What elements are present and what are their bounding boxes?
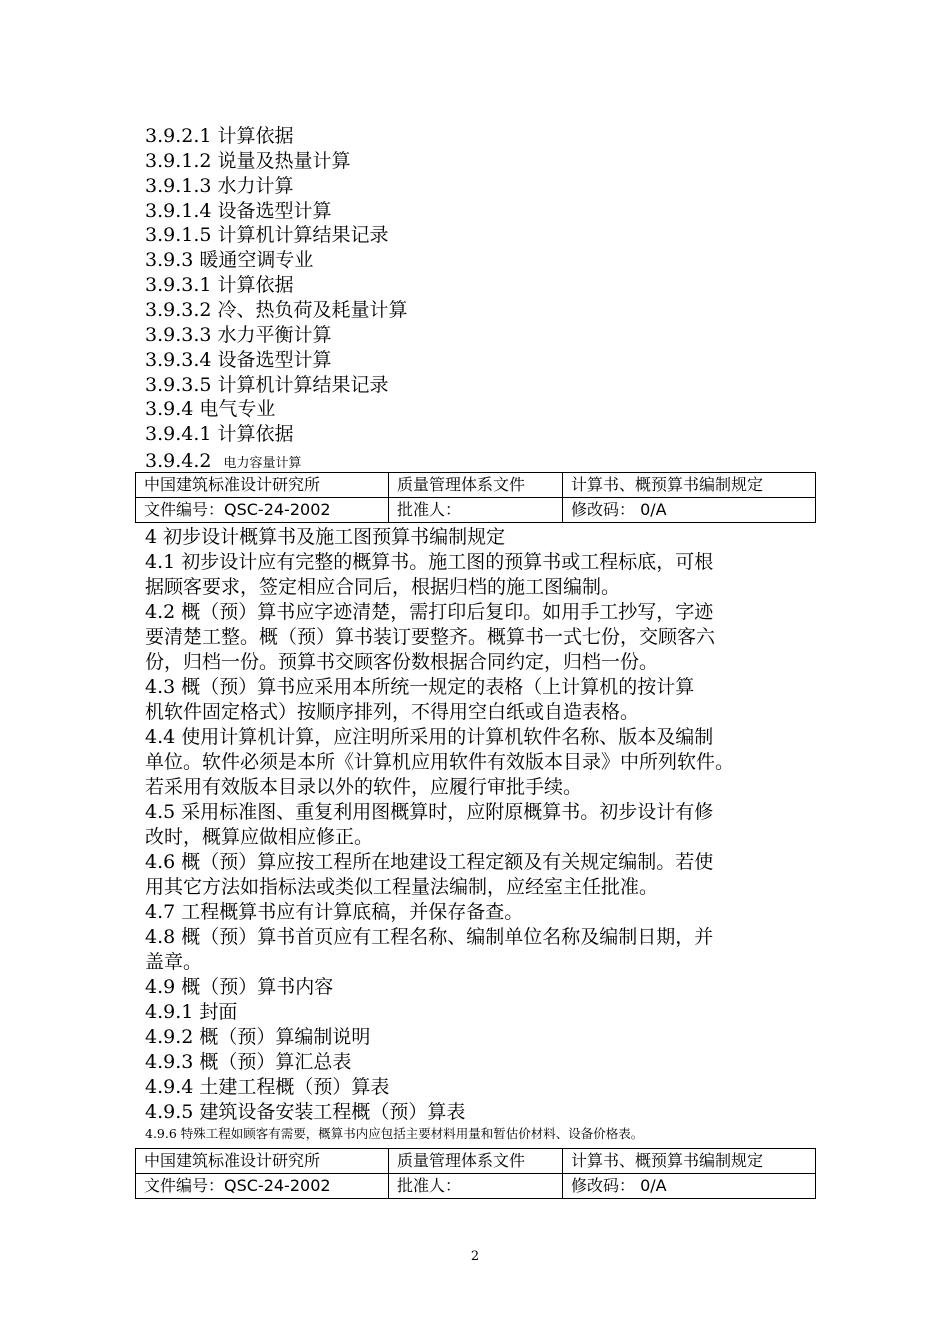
toc-line: 3.9.3.3 水力平衡计算 [145,323,332,346]
toc-line: 3.9.1.5 计算机计算结果记录 [145,224,389,247]
toc-line: 3.9.3.4 设备选型计算 [145,348,332,371]
org-cell: 中国建筑标准设计研究所 [136,1149,389,1174]
header-table-1 [135,472,816,523]
title-cell: 计算书、概预算书编制规定 [563,473,816,498]
paragraph-line: 改时，概算应做相应修正。 [145,826,374,848]
org-cell: 中国建筑标准设计研究所 [136,473,389,498]
paragraph-line: 4.2 概（预）算书应字迹清楚，需打印后复印。如用手工抄写，字迹 [145,601,714,623]
paragraph-line: 4.1 初步设计应有完整的概算书。施工图的预算书或工程标底，可根 [145,551,714,573]
header-table-2 [135,1148,816,1199]
toc-line: 3.9.3.5 计算机计算结果记录 [145,373,389,396]
paragraph-line: 据顾客要求，签定相应合同后，根据归档的施工图编制。 [145,576,621,598]
toc-line: 3.9.1.3 水力计算 [145,174,294,197]
title-cell: 计算书、概预算书编制规定 [563,1149,816,1174]
paragraph-line: 4.4 使用计算机计算，应注明所采用的计算机软件名称、版本及编制 [145,726,714,748]
item-496: 4.9.6 特殊工程如顾客有需要，概算书内应包括主要材料用量和暂估价材料、设备价格表。 [145,1126,644,1141]
toc-line: 3.9.4 电气专业 [145,398,276,421]
toc-line: 3.9.3 暖通空调专业 [145,249,314,272]
system-cell: 质量管理体系文件 [389,473,563,498]
paragraph-line: 盖章。 [145,951,203,973]
toc-line: 3.9.4.1 计算依据 [145,423,294,446]
item-number: 3.9.4.2 [145,450,212,472]
paragraph-line: 4.7 工程概算书应有计算底稿，并保存备查。 [145,901,524,923]
paragraph-line: 4.8 概（预）算书首页应有工程名称、编制单位名称及编制日期，并 [145,926,714,948]
paragraph-line: 4.3 概（预）算书应采用本所统一规定的表格（上计算机的按计算 [145,676,695,698]
toc-line: 3.9.3.1 计算依据 [145,274,294,297]
paragraph-line: 4.9.1 封面 [145,1001,238,1023]
paragraph-line: 份，归档一份。预算书交顾客份数根据合同约定，归档一份。 [145,651,659,673]
item-text: 电力容量计算 [223,456,302,471]
system-cell: 质量管理体系文件 [389,1149,563,1174]
paragraph-line: 4.9 概（预）算书内容 [145,976,334,998]
toc-line: 3.9.3.2 冷、热负荷及耗量计算 [145,298,408,321]
doc-no-cell: 文件编号：QSC-24-2002 [136,1174,389,1199]
toc-line: 3.9.2.1 计算依据 [145,125,294,147]
paragraph-line: 要清楚工整。概（预）算书装订要整齐。概算书一式七份，交顾客六 [145,626,716,648]
approver-cell: 批准人： [389,498,563,523]
paragraph-line: 4.9.3 概（预）算汇总表 [145,1051,352,1073]
page-number: 2 [470,1249,480,1264]
section4-title: 4 初步设计概算书及施工图预算书编制规定 [145,526,506,548]
revision-cell: 修改码： 0/A [563,1174,816,1199]
doc-no-cell: 文件编号：QSC-24-2002 [136,498,389,523]
paragraph-line: 机软件固定格式）按顺序排列，不得用空白纸或自造表格。 [145,701,640,723]
toc-line: 3.9.1.4 设备选型计算 [145,199,332,222]
paragraph-line: 4.6 概（预）算应按工程所在地建设工程定额及有关规定编制。若使 [145,851,714,873]
paragraph-line: 4.5 采用标准图、重复利用图概算时，应附原概算书。初步设计有修 [145,801,714,823]
revision-cell: 修改码： 0/A [563,498,816,523]
paragraph-line: 4.9.5 建筑设备安装工程概（预）算表 [145,1101,466,1123]
paragraph-line: 4.9.2 概（预）算编制说明 [145,1026,371,1048]
approver-cell: 批准人： [389,1174,563,1199]
toc-line: 3.9.1.2 说量及热量计算 [145,149,351,172]
paragraph-line: 单位。软件必须是本所《计算机应用软件有效版本目录》中所列软件。 [145,751,735,773]
paragraph-line: 4.9.4 土建工程概（预）算表 [145,1076,390,1098]
paragraph-line: 用其它方法如指标法或类似工程量法编制，应经室主任批准。 [145,876,659,898]
paragraph-line: 若采用有效版本目录以外的软件，应履行审批手续。 [145,776,583,798]
